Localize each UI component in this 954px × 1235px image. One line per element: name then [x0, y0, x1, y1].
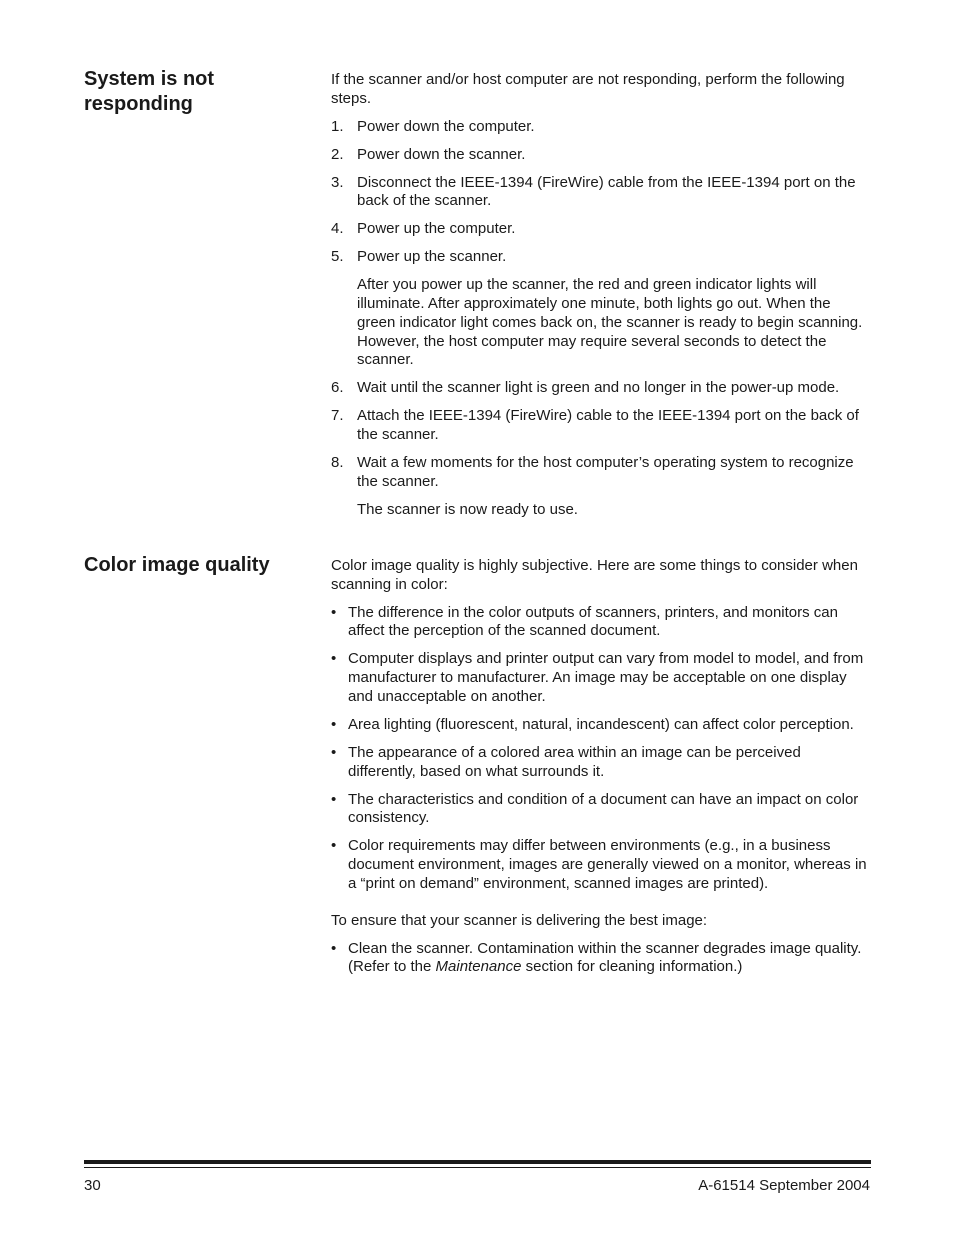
step-text: Wait a few moments for the host computer’s operating system to recognize the scanner.: [357, 453, 854, 490]
step-number: 8.: [331, 453, 344, 471]
bullet-marker: •: [331, 837, 337, 855]
step-number: 7.: [331, 407, 344, 425]
bullet-marker: •: [331, 743, 337, 761]
section-body: [331, 557, 871, 986]
bullet-marker: •: [331, 790, 337, 808]
step-text: Wait until the scanner light is green and no longer in the power-up mode.: [357, 379, 840, 397]
bullet-text-start: Clean the scanner. Contamination within the scanner degrades image quality. (Refer to the: [348, 939, 862, 976]
bullets-list: [331, 940, 871, 977]
step-number: 6.: [331, 379, 344, 397]
bullet-text: Computer displays and printer output can vary from model to model, and from manufacturer to manufacturer. An image may be acceptable on one display and unacceptable on another.: [348, 650, 864, 705]
step-item: [331, 174, 871, 211]
footer-rule-thin: [84, 1167, 871, 1168]
step-text: Power down the computer.: [357, 117, 535, 135]
step-item: [331, 248, 871, 370]
intro-paragraph: Color image quality is highly subjective. Here are some things to consider when scanning in color:: [331, 557, 858, 593]
document-id: A-61514 September 2004: [698, 1177, 870, 1194]
list-item: [331, 791, 871, 828]
maintenance-reference: Maintenance: [435, 958, 522, 976]
bullets-list: [331, 604, 871, 894]
section-body: [331, 71, 871, 529]
step-number: 3.: [331, 173, 344, 191]
step-text: Power up the scanner.: [357, 248, 507, 266]
list-item: [331, 650, 871, 706]
bullet-marker: •: [331, 603, 337, 621]
step-text: Power up the computer.: [357, 220, 516, 238]
list-item: [331, 744, 871, 781]
step-number: 4.: [331, 220, 344, 238]
list-item: [331, 837, 871, 893]
steps-list: [331, 118, 871, 520]
section-heading: Color image quality: [84, 554, 270, 576]
bullet-text: The appearance of a colored area within an image can be perceived differently, based on what surrounds it.: [348, 743, 801, 780]
bullet-text-end: section for cleaning information.): [521, 958, 743, 976]
step-note: The scanner is now ready to use.: [357, 500, 578, 518]
step-item: [331, 220, 871, 239]
bullet-text: The difference in the color outputs of scanners, printers, and monitors can affect the perception of the scanned document.: [348, 603, 838, 640]
list-item: [331, 604, 871, 641]
bullet-text: Area lighting (fluorescent, natural, incandescent) can affect color perception.: [348, 715, 854, 733]
intro-paragraph: If the scanner and/or host computer are not responding, perform the following steps.: [331, 71, 845, 107]
bullet-marker: •: [331, 939, 337, 957]
step-item: [331, 146, 871, 165]
bullet-text: The characteristics and condition of a document can have an impact on color consistency.: [348, 790, 859, 827]
bullet-marker: •: [331, 715, 337, 733]
footer-rule-thick: [84, 1160, 871, 1164]
step-item: [331, 379, 871, 398]
step-item: [331, 407, 871, 444]
list-item: [331, 940, 871, 977]
bullet-marker: •: [331, 650, 337, 668]
step-number: 1.: [331, 117, 344, 135]
step-item: [331, 454, 871, 519]
step-text: Power down the scanner.: [357, 145, 526, 163]
list-item: [331, 716, 871, 735]
step-text: Attach the IEEE-1394 (FireWire) cable to the IEEE-1394 port on the back of the scanner.: [357, 407, 859, 443]
step-number: 2.: [331, 145, 344, 163]
ensure-paragraph: To ensure that your scanner is delivering the best image:: [331, 911, 708, 929]
page-number: 30: [84, 1177, 101, 1194]
step-note: After you power up the scanner, the red and green indicator lights will illuminate. After approximately one minute, both lights go out. When the green indicator light comes back on, the scanner is ready to begin scanning. However, the host computer may require several seconds to detect the scanner.: [357, 276, 863, 369]
bullet-text: Color requirements may differ between environments (e.g., in a business document environment, images are generally viewed on a monitor, whereas in a “print on demand” environment, scanned images are printed).: [348, 837, 867, 892]
step-text: Disconnect the IEEE-1394 (FireWire) cable from the IEEE-1394 port on the back of the scanner.: [357, 173, 856, 210]
step-item: [331, 118, 871, 137]
step-number: 5.: [331, 248, 344, 266]
section-heading: System is not responding: [84, 68, 215, 115]
